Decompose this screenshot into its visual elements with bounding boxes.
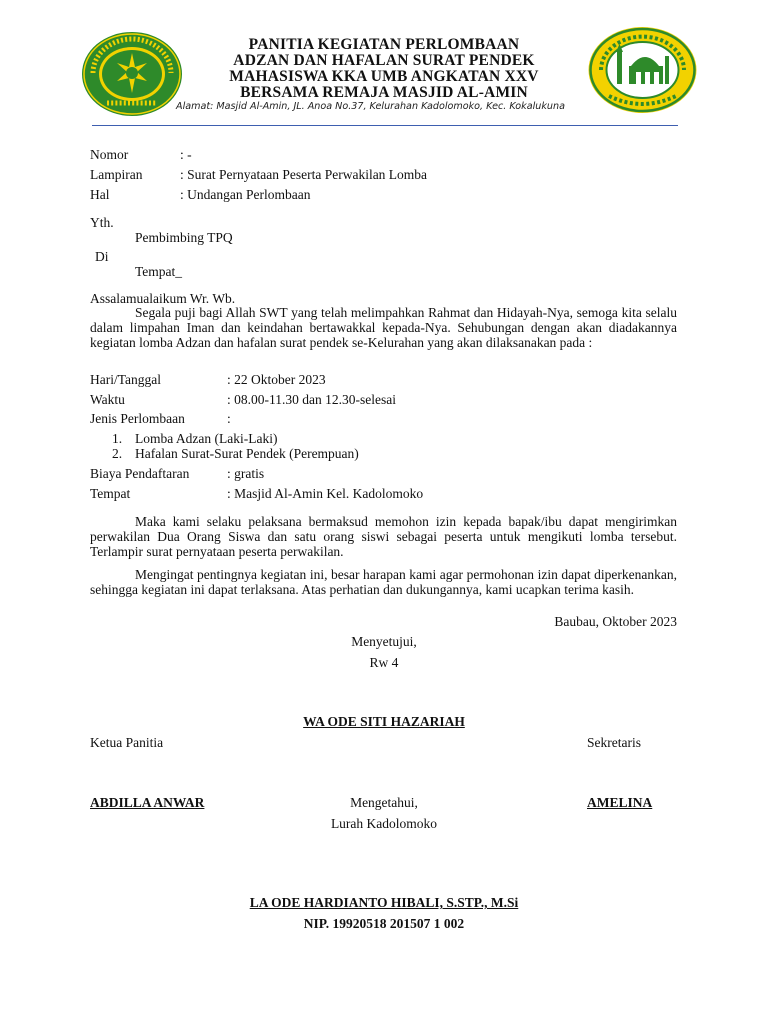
jenis-label: Jenis Perlombaan	[90, 411, 185, 426]
hal-row	[90, 187, 310, 203]
body-paragraph-1: Maka kami selaku pelaksana bermaksud memohon izin kepada bapak/ibu dapat mengirimkan perwakilan Dua Orang Siswa dan satu orang siswi sebagai peserta untuk mengikuti lomba tersebut. Terlampir surat pernyataan peserta perwakilan.	[90, 514, 677, 559]
mengetahui-label: Mengetahui,	[350, 795, 418, 810]
lurah-nip: NIP. 19920518 201507 1 002	[303, 916, 465, 931]
header-line-3: MAHASISWA KKA UMB ANGKATAN XXV	[229, 68, 539, 85]
nomor-value: : -	[180, 147, 192, 162]
biaya-row	[90, 466, 264, 482]
jenis-row	[90, 411, 231, 427]
biaya-label: Biaya Pendaftaran	[90, 466, 190, 481]
body-paragraph-2: Mengingat pentingnya kegiatan ini, besar harapan kami agar permohonan izin dapat diperkenankan, sehingga kegiatan ini dapat terlaksana. Atas perhatian dan dukungannya, kami ucapkan terima kasih.	[90, 567, 677, 597]
hari-label: Hari/Tanggal	[90, 372, 162, 387]
tempat-value: : Masjid Al-Amin Kel. Kadolomoko	[227, 486, 424, 501]
biaya-value: : gratis	[227, 466, 265, 481]
hari-value: : 22 Oktober 2023	[227, 372, 326, 387]
recipient-name: Pembimbing TPQ	[135, 230, 233, 245]
hal-value: : Undangan Perlombaan	[180, 187, 311, 202]
salam: Assalamualaikum Wr. Wb.	[90, 291, 236, 306]
recipient-di: Di	[95, 249, 109, 264]
remaja-masjid-logo	[587, 26, 698, 114]
hal-label: Hal	[90, 187, 110, 202]
list-item-text: Lomba Adzan (Laki-Laki)	[135, 431, 278, 446]
list-item-number: 1.	[112, 431, 123, 446]
lampiran-label: Lampiran	[90, 167, 143, 182]
nomor-row	[90, 147, 192, 163]
nomor-label: Nomor	[90, 147, 129, 162]
menyetujui-label: Menyetujui,	[351, 634, 417, 649]
place-date: Baubau, Oktober 2023	[554, 614, 677, 629]
tempat-row	[90, 486, 423, 502]
header-line-1: PANITIA KEGIATAN PERLOMBAAN	[248, 36, 520, 53]
lampiran-value: : Surat Pernyataan Peserta Perwakilan Lomba	[180, 167, 428, 182]
ketua-title: Ketua Panitia	[90, 735, 164, 750]
hari-row	[90, 372, 326, 388]
list-item-number: 2.	[112, 446, 123, 461]
header-line-2: ADZAN DAN HAFALAN SURAT PENDEK	[233, 52, 535, 69]
waktu-value: : 08.00-11.30 dan 12.30-selesai	[227, 392, 396, 407]
waktu-label: Waktu	[90, 392, 125, 407]
sekretaris-name: AMELINA	[587, 795, 653, 810]
sekretaris-title: Sekretaris	[587, 735, 641, 750]
lurah-name: LA ODE HARDIANTO HIBALI, S.STP., M.Si	[249, 895, 519, 910]
ketua-name: ABDILLA ANWAR	[90, 795, 205, 810]
jenis-value: :	[227, 411, 231, 426]
recipient-yth: Yth.	[90, 215, 114, 230]
list-item	[112, 446, 359, 462]
lurah-title: Lurah Kadolomoko	[330, 816, 438, 831]
recipient-tempat: Tempat_	[135, 264, 183, 279]
lampiran-row	[90, 167, 427, 183]
tempat-label: Tempat	[90, 486, 131, 501]
rw-label: Rw 4	[369, 655, 399, 670]
waktu-row	[90, 392, 396, 408]
header-line-4: BERSAMA REMAJA MASJID AL-AMIN	[240, 84, 528, 101]
university-logo	[81, 31, 183, 117]
list-item-text: Hafalan Surat-Surat Pendek (Perempuan)	[135, 446, 359, 461]
header-address: Alamat: Masjid Al-Amin, JL. Anoa No.37, Kelurahan Kadolomoko, Kec. Kokalukuna	[176, 101, 565, 112]
rw-signatory-name: WA ODE SITI HAZARIAH	[303, 714, 465, 729]
opening-paragraph: Segala puji bagi Allah SWT yang telah melimpahkan Rahmat dan Hidayah-Nya, semoga kita selalu dalam limpahan Iman dan keindahan bertawakkal kepada-Nya. Sehubungan dengan akan diadakannya kegiatan lomba Adzan dan hafalan surat pendek se-Kelurahan yang akan dilaksanakan pada :	[90, 305, 677, 350]
list-item	[112, 431, 277, 447]
header-divider	[92, 125, 678, 126]
